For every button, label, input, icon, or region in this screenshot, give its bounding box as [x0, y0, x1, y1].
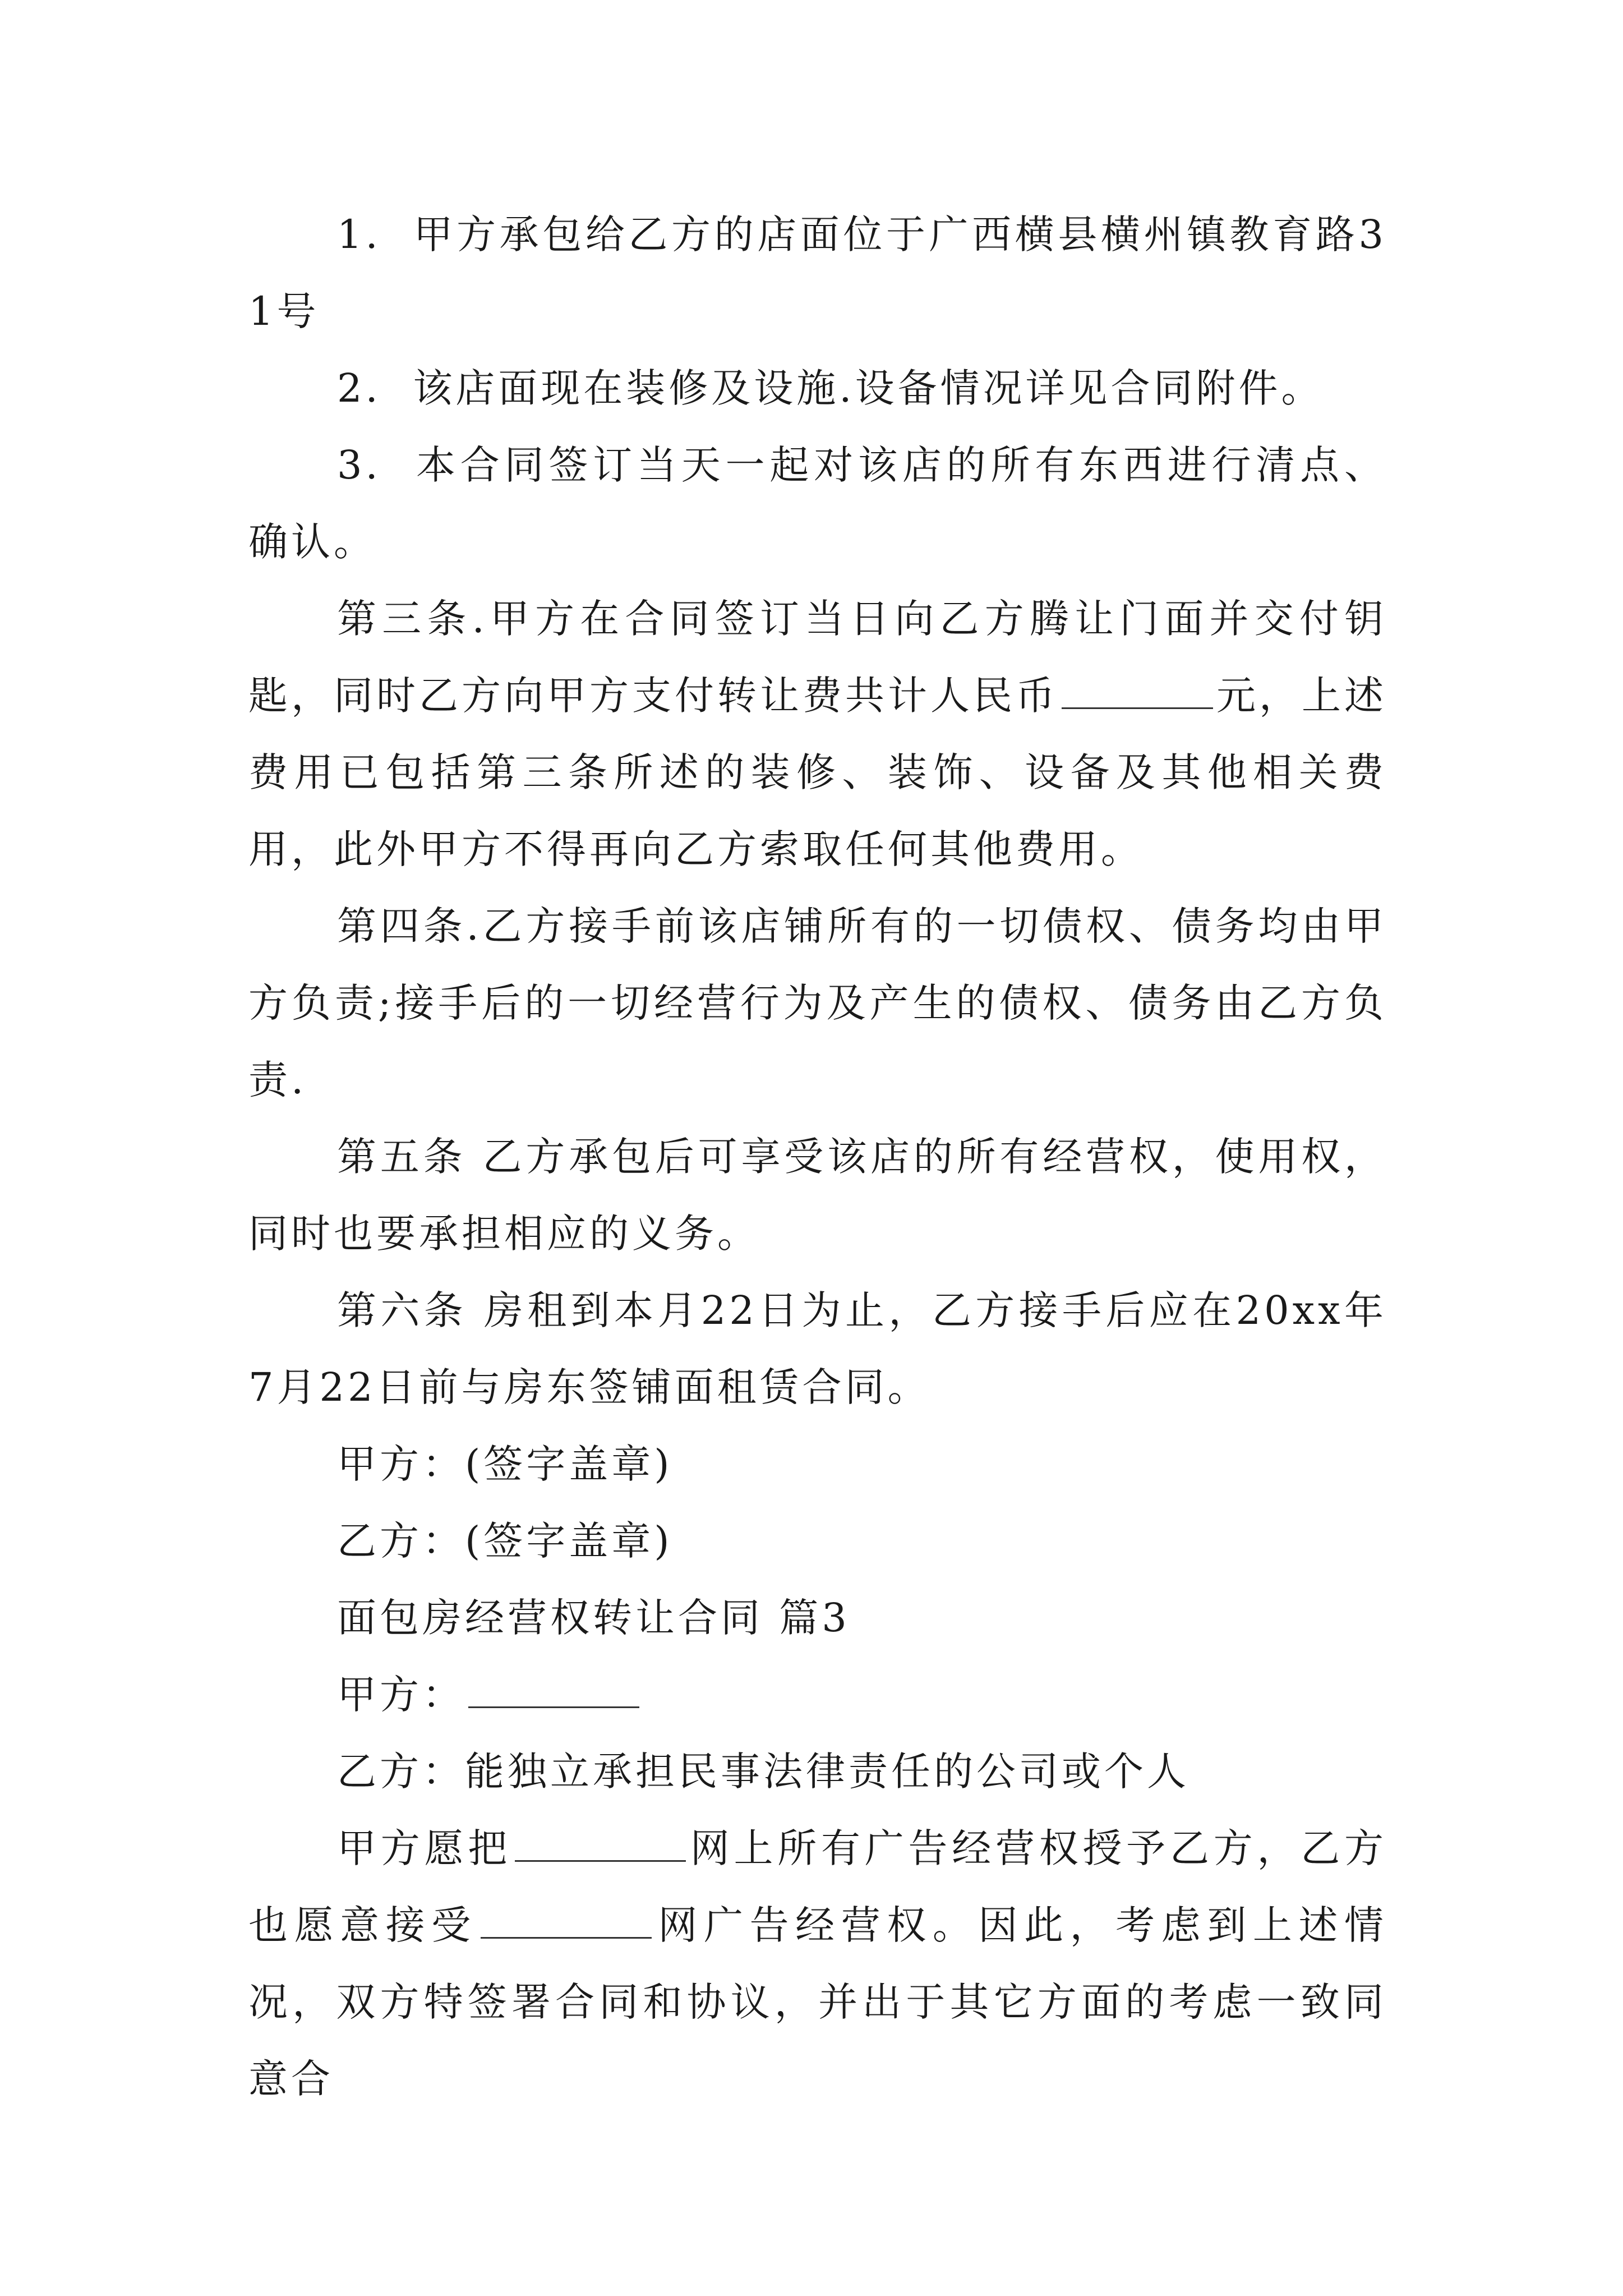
- final-text-part1: 甲方愿把: [337, 1825, 511, 1871]
- clause-number: 2.: [337, 365, 381, 411]
- clause-text: 该店面现在装修及设施.设备情况详见合同附件。: [413, 365, 1324, 411]
- clause-item-2: [248, 350, 1387, 427]
- party-b-signature: 乙方：(签字盖章): [337, 1518, 673, 1564]
- document-body: [248, 196, 1387, 2118]
- article-5: 第五条 乙方承包后可享受该店的所有经营权，使用权，同时也要承担相应的义务。: [248, 1134, 1387, 1257]
- party-a-blank: [468, 1672, 639, 1708]
- article-4: 第四条.乙方接手前该店铺所有的一切债权、债务均由甲方负责;接手后的一切经营行为及产生的债权、债务由乙方负责.: [248, 903, 1387, 1103]
- website-blank-2: [481, 1902, 652, 1939]
- amount-blank: [1062, 673, 1213, 709]
- article-3-text-part2: 元，上述费用已包括第三条所述的装修、装饰、设备及其他相关费用，此外甲方不得再向乙方索取任何其他费用。: [248, 673, 1387, 872]
- final-text-part2: 网上所有广告经营权授予乙方，乙方也愿意接受: [248, 1825, 1387, 1948]
- party-a-signature: 甲方：(签字盖章): [337, 1441, 673, 1487]
- clause-text: 本合同签订当天一起对该店的所有东西进行清点、确认。: [248, 442, 1387, 565]
- clause-item-3: [248, 427, 1387, 581]
- clause-number: 1.: [337, 211, 381, 257]
- party-a-label: 甲方：: [337, 1672, 465, 1718]
- final-text-part3: 网广告经营权。因此，考虑到上述情况，双方特签署合同和协议，并出于其它方面的考虑一致同意合: [248, 1902, 1387, 2102]
- article-3: [248, 581, 1387, 888]
- clause-text: 甲方承包给乙方的店面位于广西横县横州镇教育路31号: [248, 211, 1387, 334]
- final-paragraph: [248, 1810, 1387, 2118]
- article-6: 第六条 房租到本月22日为止，乙方接手后应在20xx年7月22日前与房东签铺面租赁合同。: [248, 1287, 1387, 1410]
- clause-item-1: [248, 196, 1387, 350]
- party-a-line: [248, 1657, 1387, 1733]
- section-title: 面包房经营权转让合同 篇3: [337, 1595, 850, 1641]
- article-3-text-part1: 第三条.甲方在合同签订当日向乙方腾让门面并交付钥匙，同时乙方向甲方支付转让费共计人民币: [248, 596, 1387, 719]
- party-b-line: 乙方：能独立承担民事法律责任的公司或个人: [337, 1749, 1189, 1795]
- website-blank-1: [515, 1825, 686, 1862]
- clause-number: 3.: [337, 442, 381, 488]
